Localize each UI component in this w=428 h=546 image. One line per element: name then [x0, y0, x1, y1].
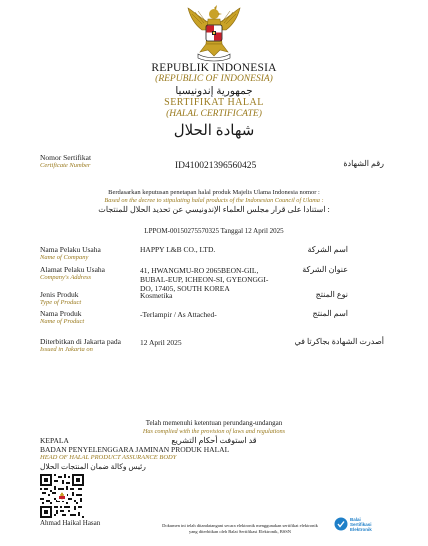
e-signature-note-line1: Dokumen ini telah ditandatangani secara elektronik menggunakan sertifikat elektronik: [162, 523, 318, 528]
product-type-value: Kosmetika: [140, 291, 173, 300]
company-address-value: 41, HWANGMU-RO 2065BEON-GIL, BUBAL-EUP, ICHEON-SI, GYEONGGI-DO, 17405, SOUTH KOREA: [140, 266, 269, 293]
country-title-en: (REPUBLIC OF INDONESIA): [155, 74, 273, 84]
signatory-title: KEPALA: [40, 436, 69, 445]
product-name-label: Nama Produk: [40, 309, 82, 318]
product-type-label-en: Type of Product: [40, 299, 82, 306]
product-name-label-en: Name of Product: [40, 318, 85, 325]
signatory-agency-ar: رئيس وكالة ضمان المنتجات الحلال: [40, 462, 146, 471]
number-label: Nomor Sertifikat: [40, 153, 92, 162]
certificate-title-en: (HALAL CERTIFICATE): [166, 109, 262, 119]
issued-label: Diterbitkan di Jakarta pada: [40, 337, 122, 346]
qr-code-icon: [40, 474, 84, 518]
lppom-reference: LPPOM-00150275570325 Tanggal 12 April 2025: [144, 227, 284, 235]
company-name-value: HAPPY L&B CO., LTD.: [140, 245, 216, 254]
certificate-title-ar: شهادة الحلال: [173, 123, 255, 139]
basis-text: Berdasarkan keputusan penetapan halal produk Majelis Ulama Indonesia nomor :: [108, 189, 320, 196]
basis-text-ar: استنادا على قرار مجلس العلماء الإندونيسي عن تحديد الحلال للمنتجات :: [98, 205, 330, 214]
company-address-label: Alamat Pelaku Usaha: [40, 265, 105, 274]
e-signature-note: [150, 523, 330, 535]
country-title: REPUBLIK INDONESIA: [151, 62, 277, 74]
product-type-label: Jenis Produk: [40, 290, 79, 299]
basis-text-en: Based on the decree to stipulating halal products of the Indonesian Council of Ulama :: [104, 197, 324, 204]
company-name-label-en: Name of Company: [40, 254, 89, 261]
bsre-text-line1: Balai: [350, 517, 361, 522]
certificate-number: ID410021396560425: [175, 161, 257, 171]
issued-label-en: Issued in Jakarta on: [40, 346, 93, 353]
product-name-value: -Terlampir / As Attached-: [140, 310, 217, 319]
number-label-ar: رقم الشهادة: [343, 159, 384, 168]
bsre-logo-icon: [334, 517, 348, 531]
compliance-text-ar: قد استوفت أحكام التشريع: [171, 436, 257, 445]
signatory-agency: BADAN PENYELENGGARA JAMINAN PRODUK HALAL: [40, 445, 230, 454]
signatory-name: Ahmad Haikal Hasan: [40, 519, 101, 527]
company-name-label: Nama Pelaku Usaha: [40, 245, 101, 254]
company-address-label-ar: عنوان الشركة: [302, 265, 348, 274]
signatory-agency-en: HEAD OF HALAL PRODUCT ASSURANCE BODY: [40, 454, 177, 461]
certificate-title: SERTIFIKAT HALAL: [164, 97, 264, 108]
number-label-en: Certificate Number: [40, 162, 91, 169]
company-name-label-ar: اسم الشركة: [307, 245, 348, 254]
e-signature-note-line2: yang diterbitkan oleh Balai Sertifikasi Elektronik, BSSN: [188, 529, 292, 534]
garuda-emblem-icon: [186, 4, 242, 62]
product-name-label-ar: اسم المنتج: [312, 309, 348, 318]
country-title-ar: جمهورية إندونيسيا: [175, 86, 253, 97]
company-address-label-en: Company's Address: [40, 274, 92, 281]
product-type-label-ar: نوع المنتج: [315, 290, 348, 299]
bsre-logo-text: [350, 517, 372, 532]
bsre-text-line3: Elektronik: [350, 527, 372, 532]
compliance-text: Telah memenuhi ketentuan perundang-undangan: [145, 419, 283, 427]
compliance-text-en: Has complied with the provision of laws and regulations: [142, 428, 286, 435]
issued-label-ar: أصدرت الشهادة بجاكرتا في: [294, 337, 384, 346]
bsre-text-line2: Sertifikasi: [350, 522, 372, 527]
issued-date-value: 12 April 2025: [140, 338, 182, 347]
